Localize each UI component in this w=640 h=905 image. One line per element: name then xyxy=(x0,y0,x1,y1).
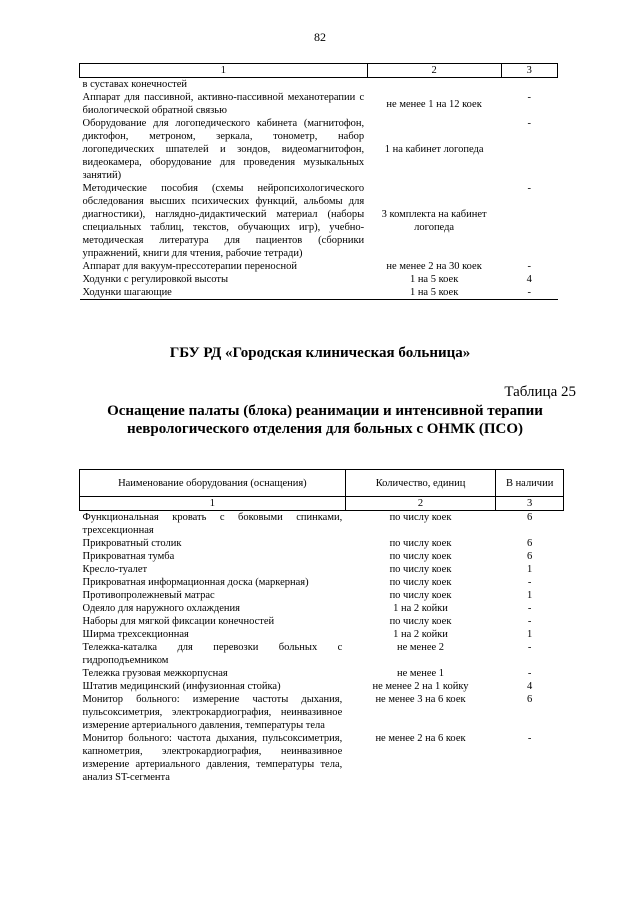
table-row xyxy=(80,602,564,615)
table-row xyxy=(80,732,564,784)
table-number: Таблица 25 xyxy=(504,384,576,400)
equipment-table-continued xyxy=(79,63,558,300)
equipment-table xyxy=(79,469,564,784)
equipment-quantity: 1 на 2 койки xyxy=(393,603,448,614)
table-row xyxy=(80,667,564,680)
equipment-available: 4 xyxy=(527,681,533,692)
table-row xyxy=(80,628,564,641)
equipment-quantity: 3 комплекта на кабинет логопеда xyxy=(381,209,487,233)
equipment-quantity: не менее 2 на 30 коек xyxy=(386,261,482,272)
table-row xyxy=(80,182,558,260)
equipment-name: Ходунки шагающие xyxy=(80,286,368,300)
table-row xyxy=(80,117,558,182)
equipment-available: - xyxy=(527,603,532,614)
equipment-available: - xyxy=(527,616,532,627)
equipment-name: Прикроватный столик xyxy=(82,538,182,549)
table-row xyxy=(80,260,558,273)
equipment-available: - xyxy=(527,733,532,744)
equipment-name: Прикроватная информационная доска (маркерная) xyxy=(82,577,309,588)
equipment-name: Оборудование для логопедического кабинета (магнитофон, диктофон, метроном, зеркала, тонометр, набор логопедических шпателей и зондов, видеомагнитофон, видеокамера, оборудование для проведения музыкальных занятий) xyxy=(82,118,365,181)
equipment-quantity: не менее 3 на 6 коек xyxy=(375,694,466,705)
table-row xyxy=(80,693,564,732)
equipment-name: Прикроватная тумба xyxy=(82,551,175,562)
table-row xyxy=(80,286,558,300)
equipment-name: Штатив медицинский (инфузионная стойка) xyxy=(82,681,281,692)
col-number-2: 2 xyxy=(367,64,501,78)
table-row xyxy=(80,537,564,550)
equipment-name: Монитор больного: частота дыхания, пульсоксиметрия, капнометрия, электрокардиография, неинвазивное измерение артериального давления, температуры тела, анализ ST-сегмента xyxy=(82,733,343,783)
header-available: В наличии xyxy=(496,470,564,497)
equipment-quantity: не менее 2 на 6 коек xyxy=(375,733,466,744)
equipment-quantity: 1 на 5 коек xyxy=(409,274,459,285)
equipment-quantity xyxy=(367,78,501,92)
equipment-quantity: не менее 2 на 1 койку xyxy=(372,681,469,692)
equipment-name: Противопролежневый матрас xyxy=(82,590,215,601)
equipment-quantity: по числу коек xyxy=(389,551,452,562)
column-number-row xyxy=(80,497,564,511)
col-number-3: 3 xyxy=(496,497,564,511)
page-number: 82 xyxy=(314,30,326,44)
equipment-quantity: по числу коек xyxy=(389,512,452,523)
table-row xyxy=(80,615,564,628)
equipment-quantity: по числу коек xyxy=(389,538,452,549)
table-title: Оснащение палаты (блока) реанимации и интенсивной терапии неврологического отделения для больных с ОНМК (ПСО) xyxy=(107,403,543,437)
equipment-name: Аппарат для пассивной, активно-пассивной механотерапии с биологической обратной связью xyxy=(82,92,365,116)
table-row xyxy=(80,589,564,602)
equipment-quantity: не менее 1 xyxy=(396,668,445,679)
equipment-available xyxy=(501,78,557,92)
column-number-row xyxy=(80,64,558,78)
table-row xyxy=(80,563,564,576)
equipment-quantity: 1 на 5 коек xyxy=(367,286,501,300)
table-row xyxy=(80,576,564,589)
equipment-available: 1 xyxy=(527,590,533,601)
equipment-available: 6 xyxy=(527,512,533,523)
equipment-available: - xyxy=(527,668,532,679)
equipment-name: Наборы для мягкой фиксации конечностей xyxy=(82,616,275,627)
equipment-available: 1 xyxy=(527,629,533,640)
table-row xyxy=(80,511,564,538)
equipment-quantity: 1 на 2 койки xyxy=(393,629,448,640)
equipment-quantity: не менее 2 xyxy=(396,642,445,653)
equipment-available: - xyxy=(527,577,532,588)
equipment-name: Методические пособия (схемы нейропсихологического обследования высших психических функций, альбомы для диагностики), наглядно-дидактический материал (наборы специальных таблиц, текстов, обучающих игр), учебно-методическая литература для пациентов (сборники упражнений, книги для чтения, рабочие тетради) xyxy=(82,183,365,259)
equipment-name: Тележка грузовая межкорпусная xyxy=(82,668,228,679)
equipment-available: 6 xyxy=(527,551,533,562)
col-number-2: 2 xyxy=(345,497,496,511)
table-row xyxy=(80,550,564,563)
equipment-available: - xyxy=(527,92,532,103)
equipment-name: Кресло-туалет xyxy=(82,564,148,575)
col-number-3: 3 xyxy=(501,64,557,78)
equipment-name: Функциональная кровать с боковыми спинками, трехсекционная xyxy=(82,512,343,536)
equipment-quantity: по числу коек xyxy=(389,616,452,627)
organization-heading: ГБУ РД «Городская клиническая больница» xyxy=(169,345,471,361)
equipment-available: 1 xyxy=(527,564,533,575)
col-number-1: 1 xyxy=(80,497,346,511)
table-row xyxy=(80,78,558,92)
col-number-1: 1 xyxy=(80,64,368,78)
equipment-name: Аппарат для вакуум-прессотерапии переносной xyxy=(82,261,298,272)
header-name: Наименование оборудования (оснащения) xyxy=(80,470,346,497)
equipment-quantity: 1 на кабинет логопеда xyxy=(384,144,484,155)
header-quantity: Количество, единиц xyxy=(345,470,496,497)
equipment-available: - xyxy=(527,118,532,129)
equipment-name: Тележка-каталка для перевозки больных с гидроподъемником xyxy=(82,642,343,666)
equipment-available: 4 xyxy=(526,274,532,285)
equipment-name: Монитор больного: измерение частоты дыхания, пульсоксиметрия, электрокардиография, неинвазивное измерение артериального давления, температуры тела xyxy=(82,694,343,731)
equipment-quantity: по числу коек xyxy=(389,590,452,601)
table-row xyxy=(80,273,558,286)
equipment-name: Ширма трехсекционная xyxy=(82,629,189,640)
equipment-available: - xyxy=(527,183,532,194)
header-row xyxy=(80,470,564,497)
equipment-available: - xyxy=(501,286,557,300)
equipment-available: - xyxy=(527,261,532,272)
table-row xyxy=(80,641,564,667)
equipment-name: Одеяло для наружного охлаждения xyxy=(82,603,240,614)
equipment-available: - xyxy=(527,642,532,653)
equipment-available: 6 xyxy=(527,538,533,549)
table-row xyxy=(80,680,564,693)
equipment-quantity: по числу коек xyxy=(389,564,452,575)
equipment-name: Ходунки с регулировкой высоты xyxy=(82,274,229,285)
equipment-quantity: не менее 1 на 12 коек xyxy=(386,98,482,110)
equipment-quantity: по числу коек xyxy=(389,577,452,588)
table-row xyxy=(80,91,558,117)
equipment-available: 6 xyxy=(527,694,533,705)
equipment-name: в суставах конечностей xyxy=(82,79,188,90)
